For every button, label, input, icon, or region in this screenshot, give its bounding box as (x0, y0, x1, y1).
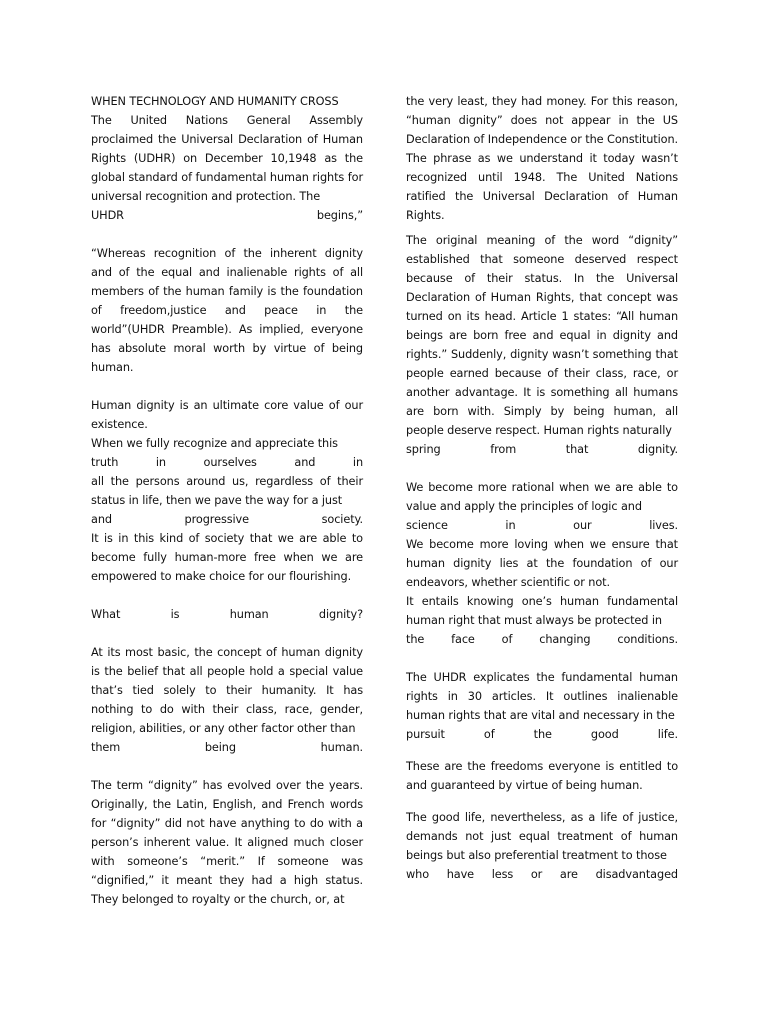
paragraph-core-value: Human dignity is an ultimate core value of our existence. (91, 399, 363, 431)
section-heading-what-is-dignity: What is human dignity? (91, 608, 363, 621)
paragraph-original-meaning: The original meaning of the word “dignity” established that someone deserved respect because of their status. In the Universal Declaration of Human Rights, that concept was turned on its head. Article 1 states: “All human beings are born free and equal in dignity and rights.” Suddenly, dignity wasn’t something that people earned because of their class, race, or another advantage. It is something all humans are born with. Simply by being human, all people deserve respect. Human rights naturally (406, 234, 678, 437)
paragraph-good-life: The good life, nevertheless, as a life of justice, demands not just equal treatment of human beings but also preferential treatment to those (406, 811, 678, 862)
paragraph-udhr-intro-end: UHDR begins,” (91, 209, 363, 222)
paragraph-term-dignity: The term “dignity” has evolved over the years. Originally, the Latin, English, and French words for “dignity” did not have anything to do with a person’s inherent value. It aligned much closer with someone’s “merit.” If someone was “dignified,” it meant they had a high status. They belonged to royalty or the church, or, at (91, 779, 363, 906)
paragraph-rational-line1: We become more rational when we are able to value and apply the principles of logic and (406, 481, 678, 513)
paragraph-recognize-line1: When we fully recognize and appreciate this (91, 437, 338, 450)
paragraph-original-meaning-end: spring from that dignity. (406, 443, 678, 456)
paragraph-recognize-line4: and progressive society. (91, 513, 363, 526)
paragraph-uhdr-articles-end: pursuit of the good life. (406, 728, 678, 741)
paragraph-basic-concept: At its most basic, the concept of human dignity is the belief that all people hold a special value that’s tied solely to their humanity. It has nothing to do with their class, race, gender, religion, abilities, or any other factor other than (91, 646, 363, 735)
paragraph-udhr-intro: The United Nations General Assembly proclaimed the Universal Declaration of Human Rights (UDHR) on December 10,1948 as the global standard of fundamental human rights for universal recognition and protection. The (91, 114, 363, 203)
paragraph-recognize-line2: truth in ourselves and in (91, 456, 363, 469)
paragraph-very-least: the very least, they had money. For this reason, “human dignity” does not appear in the US Declaration of Independence or the Constitution. The phrase as we understand it today wasn’t recognized until 1948. The United Nations ratified the Universal Declaration of Human Rights. (406, 95, 678, 222)
paragraph-rational-line2: science in our lives. (406, 519, 678, 532)
paragraph-recognize-line3: all the persons around us, regardless of their status in life, then we pave the way for a just (91, 475, 363, 507)
document-title: WHEN TECHNOLOGY AND HUMANITY CROSS (91, 95, 339, 108)
paragraph-basic-concept-end: them being human. (91, 741, 363, 754)
paragraph-uhdr-articles: The UHDR explicates the fundamental human rights in 30 articles. It outlines inalienable human rights that are vital and necessary in the (406, 671, 678, 722)
paragraph-loving: We become more loving when we ensure that human dignity lies at the foundation of our endeavors, whether scientific or not. (406, 538, 678, 589)
paragraph-preamble-quote: “Whereas recognition of the inherent dignity and of the equal and inalienable rights of all members of the human family is the foundation of freedom,justice and peace in the world”(UHDR Preamble). As implied, everyone has absolute moral worth by virtue of being human. (91, 247, 363, 374)
paragraph-freedoms: These are the freedoms everyone is entitled to and guaranteed by virtue of being human. (406, 760, 678, 792)
paragraph-good-life-end: who have less or are disadvantaged (406, 868, 678, 881)
paragraph-entails-end: the face of changing conditions. (406, 633, 678, 646)
left-column (91, 92, 363, 909)
paragraph-society: It is in this kind of society that we are able to become fully human-more free when we are empowered to make choice for our flourishing. (91, 532, 363, 583)
right-column (406, 92, 678, 884)
paragraph-entails: It entails knowing one’s human fundamental human right that must always be protected in (406, 595, 678, 627)
